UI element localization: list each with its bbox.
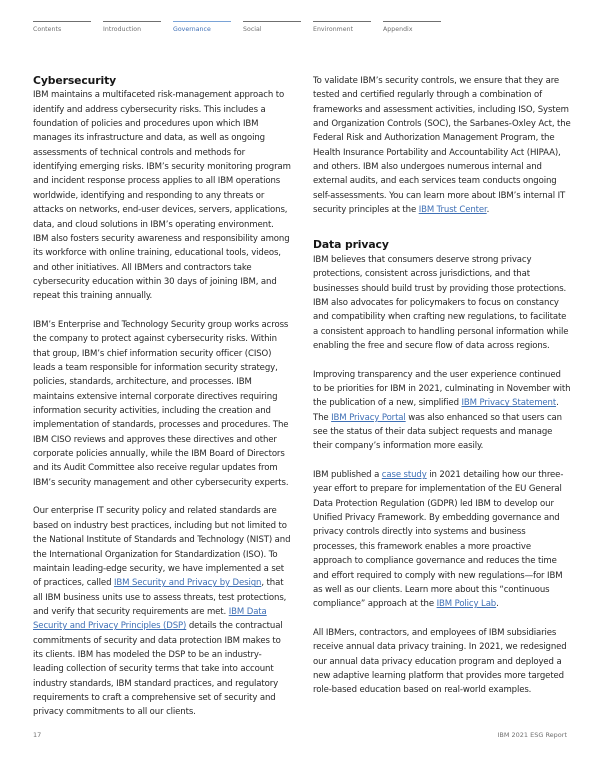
right-column (313, 74, 571, 698)
ibm-privacy-statement-link[interactable]: IBM Privacy Statement (461, 398, 557, 409)
cybersecurity-paragraph-2: IBM’s Enterprise and Technology Security group works across the company to protect against cybersecurity risks. Within that group, IBM’s chief information security officer (CISO) leads a team responsible for information security strategy, policies, standards, architecture, and processes. IBM maintains extensive internal corporate directives requiring information security activities, including the creation and implementation of standards, processes and procedures. The IBM CISO reviews and approves these directives and other corporate policies annually, while the IBM Board of Directors and its Audit Committee also receive regular updates from IBM’s security management and other cybersecurity experts. (33, 319, 289, 488)
nav-social[interactable]: Social (243, 21, 301, 33)
text-run: Our enterprise IT security policy and related standards are based on industry best practices, including but not limited to the National Institute of Standards and Technology (NIST) and the International Organization for Standardization (ISO). To maintain leading-edge security, we have implemented a set of practices, called (33, 506, 291, 589)
report-title: IBM 2021 ESG Report (497, 731, 567, 739)
security-privacy-by-design-link[interactable]: IBM Security and Privacy by Design (113, 578, 262, 589)
data-privacy-paragraph-4: All IBMers, contractors, and employees of IBM subsidiaries receive annual data privacy training. In 2021, we redesigned our annual data privacy education program and deployed a new adaptive learning platform that provides more targeted role-based education based on real-world examples. (313, 627, 567, 696)
nav-appendix[interactable]: Appendix (383, 21, 441, 33)
data-privacy-paragraph-1: IBM believes that consumers deserve strong privacy protections, consistent across jurisdictions, and that businesses should build trust by providing those protections. IBM also advocates for policymakers to focus on constancy and compatibility when crafting new regulations, to facilitate a consistent approach to handling personal information while enabling the free and secure flow of data across regions. (313, 254, 569, 351)
data-privacy-heading: Data privacy (313, 238, 389, 252)
page-number: 17 (33, 731, 42, 739)
cybersecurity-paragraph-1: IBM maintains a multifaceted risk-management approach to identify and address cybersecurity risks. This includes a foundation of policies and procedures upon which IBM manages its infrastructure and data, as well as ongoing assessments of technical controls and methods for identifying emerging risks. IBM’s security monitoring program and incident response process applies to all IBM operations worldwide, identifying and responding to any threats or attacks on networks, end-user devices, servers, applications, data, and cloud solutions in IBM’s operating environment. IBM also fosters security awareness and responsibility among its workforce with online training, educational tools, videos, and other initiatives. All IBMers and contractors take cybersecurity education within 30 days of joining IBM, and repeat this training annually. (33, 90, 291, 302)
text-run: , that all IBM business units use to assess threats, test protections, and verify that security requirements are met. (33, 578, 287, 617)
data-privacy-paragraph-3 (313, 468, 571, 611)
data-security-privacy-principles-link[interactable]: IBM Data Security and Privacy Principles (DSP) (33, 606, 267, 632)
cybersecurity-paragraph-3 (33, 504, 291, 719)
text-run: . (496, 599, 499, 610)
text-run: details the contractual commitments of security and data protection IBM makes to its clients. IBM has modeled the DSP to be an industry-leading collection of security terms that take into account industry standards, IBM standard practices, and regulatory requirements to craft a comprehensive set of security and privacy commitments to all our clients. (33, 621, 283, 718)
data-privacy-paragraph-2 (313, 368, 571, 454)
ibm-privacy-portal-link[interactable]: IBM Privacy Portal (331, 412, 406, 423)
text-run: To validate IBM’s security controls, we ensure that they are tested and certified regularly through a combination of frameworks and assessment activities, including ISO, System and Organization Controls (SOC), the Sarbanes-Oxley Act, the Federal Risk and Authorization Management Program, the Health Insurance Portability and Accountability Act (HIPAA), and others. IBM also undergoes numerous internal and external audits, and each services team conducts ongoing self-assessments. You can learn more about IBM’s internal IT security principles at the (313, 76, 571, 216)
text-run: . The (313, 398, 559, 423)
left-column (33, 74, 291, 720)
ibm-policy-lab-link[interactable]: IBM Policy Lab (436, 599, 497, 610)
section-nav (33, 21, 441, 33)
nav-governance[interactable]: Governance (173, 21, 231, 33)
ibm-trust-center-link[interactable]: IBM Trust Center (418, 205, 487, 216)
text-run: in 2021 detailing how our three-year effort to prepare for implementation of the EU General Data Protection Regulation (GDPR) led IBM to develop our Unified Privacy Framework. By embedding governance and privacy controls directly into systems and business processes, this framework enables a more proactive approach to compliance governance and reduces the time and effort required to comply with new regulations—for IBM as well as our clients. Learn more about this “continuous compliance” approach at the (313, 470, 564, 610)
text-run: was also enhanced so that users can see the status of their data subject requests and manage their company’s information more easily. (313, 412, 562, 452)
security-validation-paragraph (313, 74, 571, 217)
nav-introduction[interactable]: Introduction (103, 21, 161, 33)
text-run: IBM published a (313, 470, 382, 481)
cybersecurity-heading: Cybersecurity (33, 74, 117, 87)
nav-contents[interactable]: Contents (33, 21, 91, 33)
nav-environment[interactable]: Environment (313, 21, 371, 33)
text-run: . (486, 205, 490, 216)
case-study-link[interactable]: case study (381, 470, 427, 481)
text-run: Improving transparency and the user experience continued to be priorities for IBM in 2021, culminating in November with the publication of a new, simplified (313, 369, 571, 409)
